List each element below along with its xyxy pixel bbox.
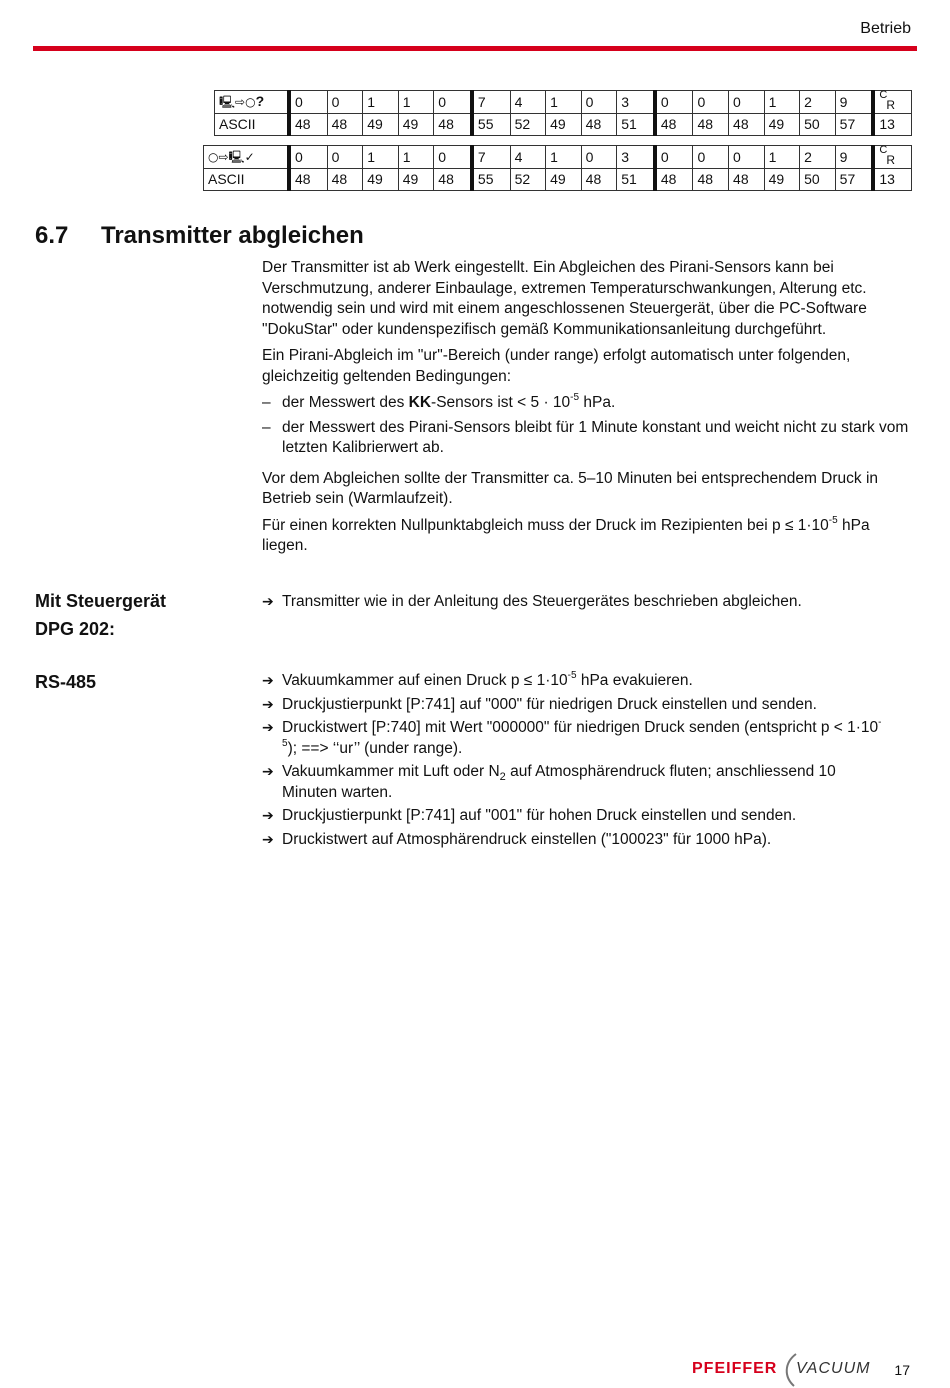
- arrow-icon: ➔: [262, 764, 274, 780]
- paragraph: Vor dem Abgleichen sollte der Transmitter ca. 5–10 Minuten bei entsprechendem Druck in Betrieb sein (Warmlaufzeit).: [262, 469, 879, 507]
- ascii-cell: 13: [873, 114, 911, 136]
- ascii-cell: 48: [327, 114, 363, 136]
- section-body: [262, 258, 912, 557]
- ascii-cell: 49: [363, 169, 399, 191]
- ascii-cell: 49: [546, 169, 582, 191]
- command-table-response: [203, 145, 912, 191]
- carriage-return-cell: [873, 91, 911, 114]
- header-divider: [33, 46, 917, 51]
- condition-item: – der Messwert des Pirani-Sensors bleibt für 1 Minute konstant und weicht nicht zu stark vom letzten Kalibrierwert ab.: [262, 418, 909, 456]
- digit-cell: 7: [472, 146, 510, 169]
- table-row: [215, 91, 912, 114]
- digit-cell: 0: [693, 146, 729, 169]
- ascii-cell: 49: [363, 114, 399, 136]
- arrow-icon: ➔: [262, 673, 274, 689]
- logo-text-right: VACUUM: [796, 1360, 871, 1377]
- arrow-right-icon: ⇨: [218, 150, 229, 164]
- digit-cell: 1: [764, 91, 800, 114]
- arrow-icon: ➔: [262, 831, 274, 848]
- ascii-cell: 48: [289, 169, 327, 191]
- ascii-cell: 57: [835, 114, 873, 136]
- arrow-right-icon: ⇨: [235, 95, 246, 109]
- digit-cell: 0: [693, 91, 729, 114]
- digit-cell: 0: [581, 91, 617, 114]
- steuergeraet-steps: [262, 592, 912, 613]
- ascii-cell: 51: [617, 169, 655, 191]
- table-row: [215, 114, 912, 136]
- ascii-cell: 50: [800, 169, 836, 191]
- digit-cell: 4: [510, 146, 546, 169]
- ascii-label: ASCII: [215, 114, 290, 136]
- table-row: [204, 169, 912, 191]
- paragraph: Der Transmitter ist ab Werk eingestellt. Ein Abgleichen des Pirani-Sensors kann bei Verschmutzung, anderer Einbaulage, extremen Temperaturschwankungen, Alterung etc. notwendig sein und wird mit einem angeschlossenen Steuergerät, über die PC-Software "DokuStar" oder kundenspezifisch gemäß Kommunikationsanleitung durchgeführt.: [262, 259, 867, 338]
- arrow-icon: ➔: [262, 696, 274, 713]
- ascii-cell: 49: [764, 169, 800, 191]
- digit-cell: 0: [327, 91, 363, 114]
- ascii-cell: 48: [729, 114, 765, 136]
- ascii-cell: 48: [434, 169, 472, 191]
- section-heading: Transmitter abgleichen: [101, 222, 364, 249]
- digit-cell: 0: [434, 146, 472, 169]
- digit-cell: 0: [581, 146, 617, 169]
- digit-cell: 1: [363, 91, 399, 114]
- header-title: Betrieb: [860, 20, 911, 37]
- digit-cell: 1: [363, 146, 399, 169]
- direction-cell: [204, 146, 290, 169]
- digit-cell: 0: [434, 91, 472, 114]
- rs485-steps: [262, 671, 912, 850]
- digit-cell: 1: [764, 146, 800, 169]
- carriage-return-cell: [873, 146, 911, 169]
- digit-cell: 2: [800, 91, 836, 114]
- step-item: ➔ Transmitter wie in der Anleitung des Steuergerätes beschrieben abgleichen.: [262, 592, 912, 613]
- logo-text-left: PFEIFFER: [692, 1360, 778, 1377]
- section-title: [35, 222, 364, 250]
- ascii-cell: 52: [510, 169, 546, 191]
- ascii-cell: 49: [764, 114, 800, 136]
- table-row: [204, 146, 912, 169]
- dash-bullet: –: [262, 394, 271, 411]
- ascii-cell: 51: [617, 114, 655, 136]
- digit-cell: 1: [546, 91, 582, 114]
- ascii-cell: 52: [510, 114, 546, 136]
- digit-cell: 7: [472, 91, 510, 114]
- checkmark-icon: ✓: [244, 150, 255, 164]
- command-table-send: [214, 90, 912, 136]
- step-item: ➔ Druckistwert auf Atmosphärendruck einstellen ("100023" für 1000 hPa).: [262, 830, 912, 851]
- computer-icon: 🖳: [219, 95, 236, 109]
- ascii-cell: 49: [398, 114, 434, 136]
- digit-cell: 0: [289, 91, 327, 114]
- arrow-icon: ➔: [262, 808, 274, 824]
- ascii-cell: 48: [655, 169, 693, 191]
- dash-bullet: –: [262, 418, 271, 436]
- digit-cell: 0: [729, 91, 765, 114]
- cr-symbol-r: R: [886, 98, 895, 112]
- cr-symbol-c: C: [879, 89, 888, 101]
- ascii-cell: 48: [581, 169, 617, 191]
- digit-cell: 1: [546, 146, 582, 169]
- steuergeraet-heading: Mit Steuergerät DPG 202:: [35, 591, 167, 639]
- digit-cell: 1: [398, 91, 434, 114]
- digit-cell: 0: [327, 146, 363, 169]
- digit-cell: 0: [655, 91, 693, 114]
- ascii-cell: 48: [327, 169, 363, 191]
- ascii-cell: 50: [800, 114, 836, 136]
- ascii-cell: 48: [289, 114, 327, 136]
- digit-cell: 0: [289, 146, 327, 169]
- transmitter-icon: ○: [245, 95, 256, 109]
- step-item: ➔ Druckistwert [P:740] mit Wert "000000" für niedrigen Druck senden (entspricht $p < 1\cdot 10^{-5}$); ==> ‘‘ur’’ (under range).: [262, 717, 882, 757]
- ascii-cell: 48: [581, 114, 617, 136]
- ascii-cell: 49: [398, 169, 434, 191]
- ascii-cell: 48: [655, 114, 693, 136]
- transmitter-icon: ○: [208, 150, 219, 164]
- ascii-cell: 13: [873, 169, 911, 191]
- digit-cell: 4: [510, 91, 546, 114]
- digit-cell: 1: [398, 146, 434, 169]
- ascii-cell: 48: [434, 114, 472, 136]
- ascii-cell: 48: [693, 169, 729, 191]
- digit-cell: 0: [655, 146, 693, 169]
- digit-cell: 2: [800, 146, 836, 169]
- computer-icon: 🖳: [228, 150, 245, 164]
- query-mark: ?: [255, 93, 265, 109]
- page-number: 17: [894, 1362, 910, 1378]
- ascii-label: ASCII: [204, 169, 290, 191]
- digit-cell: 9: [835, 91, 873, 114]
- step-item: ➔ Vakuumkammer mit Luft oder $N_2$ auf Atmosphärendruck fluten; anschliessend 10 Minuten warten.: [262, 763, 836, 801]
- condition-item: – der Messwert des KK-Sensors ist < $5 \cdot 10^{-5}$ hPa.: [262, 393, 912, 414]
- arrow-icon: ➔: [262, 720, 274, 736]
- ascii-cell: 55: [472, 169, 510, 191]
- ascii-cell: 55: [472, 114, 510, 136]
- digit-cell: 3: [617, 91, 655, 114]
- ascii-cell: 57: [835, 169, 873, 191]
- rs485-heading: RS-485: [35, 672, 97, 692]
- ascii-cell: 48: [693, 114, 729, 136]
- step-item: ➔ Druckjustierpunkt [P:741] auf "000" für niedrigen Druck einstellen und senden.: [262, 695, 912, 716]
- section-number: 6.7: [35, 222, 69, 249]
- step-item: ➔ Vakuumkammer auf einen Druck $p \le 1\cdot 10^{-5}$ hPa evakuieren.: [262, 671, 912, 692]
- digit-cell: 3: [617, 146, 655, 169]
- cr-symbol-r: R: [886, 153, 895, 167]
- direction-cell: [215, 91, 290, 114]
- paragraph: Für einen korrekten Nullpunktabgleich muss der Druck im Rezipienten bei $p \le 1\cdot 10^{-5}$ hPa liegen.: [262, 514, 870, 554]
- cr-symbol-c: C: [879, 144, 888, 156]
- step-item: ➔ Druckjustierpunkt [P:741] auf "001" für hohen Druck einstellen und senden.: [262, 806, 912, 827]
- digit-cell: 0: [729, 146, 765, 169]
- paragraph: Ein Pirani-Abgleich im "ur"-Bereich (under range) erfolgt automatisch unter folgenden, gleichzeitig geltenden Bedingungen:: [262, 347, 851, 385]
- ascii-cell: 48: [729, 169, 765, 191]
- ascii-cell: 49: [546, 114, 582, 136]
- digit-cell: 9: [835, 146, 873, 169]
- arrow-icon: ➔: [262, 594, 274, 610]
